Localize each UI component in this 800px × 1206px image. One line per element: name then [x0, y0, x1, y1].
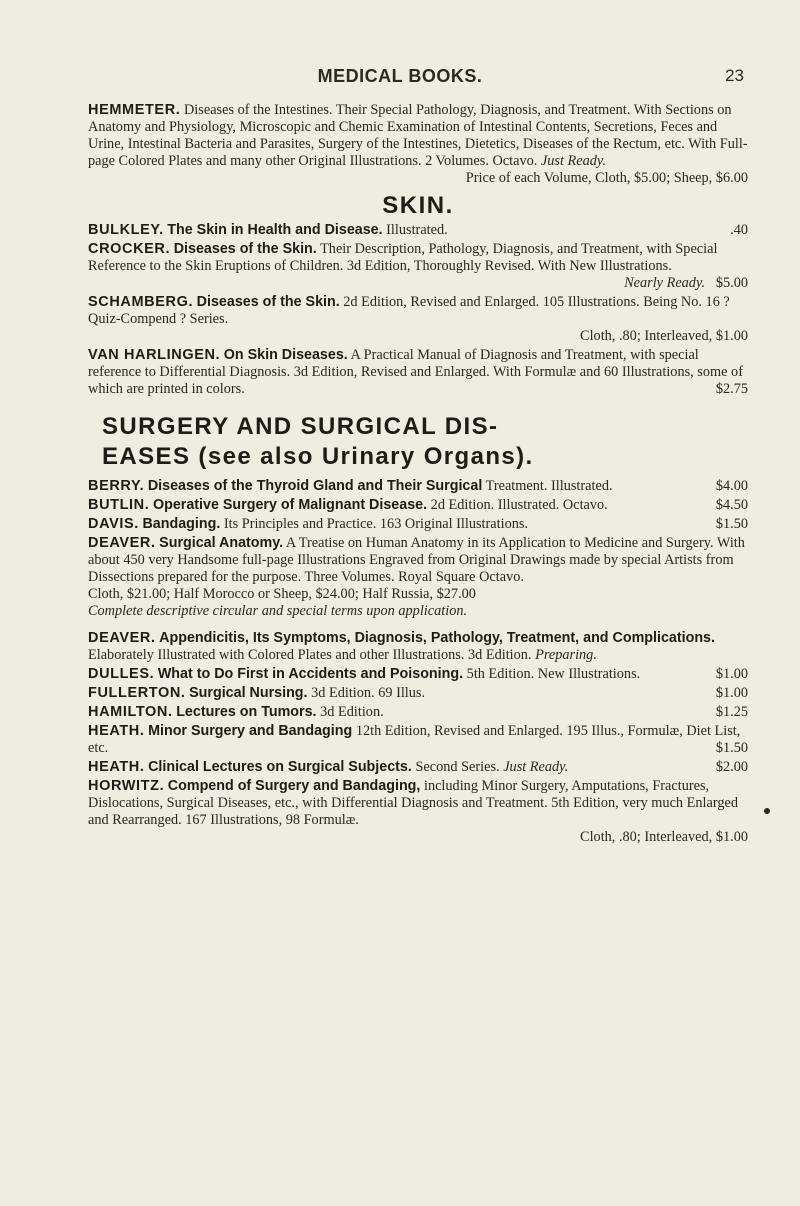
- entry-author: HEMMETER.: [88, 102, 181, 118]
- entry-hamilton: [88, 704, 748, 721]
- entry-description: Illustrated.: [386, 222, 448, 238]
- entry-author: DEAVER.: [88, 535, 156, 551]
- section-heading-skin: SKIN.: [382, 192, 454, 219]
- entry-davis: [88, 516, 748, 533]
- section-heading-line-1: SURGERY AND SURGICAL DIS-: [102, 413, 499, 440]
- entry-author: BERRY.: [88, 478, 145, 494]
- entry-title: Surgical Anatomy.: [159, 535, 284, 551]
- entry-title: On Skin Diseases.: [223, 347, 348, 363]
- entry-title: Clinical Lectures on Surgical Subjects.: [148, 759, 412, 775]
- entry-price: $2.75: [715, 381, 748, 397]
- entry-status: Preparing.: [535, 647, 597, 663]
- entry-author: FULLERTON.: [88, 685, 186, 701]
- entry-hemmeter: [88, 102, 748, 187]
- catalog-content: [88, 102, 748, 848]
- margin-ink-spot: [764, 808, 770, 814]
- entry-status: Just Ready.: [503, 759, 569, 775]
- entry-deaver-anatomy: [88, 535, 748, 620]
- entry-title: Diseases of the Skin.: [196, 294, 340, 310]
- entry-author: DAVIS.: [88, 516, 139, 532]
- entry-description: Treatment. Illustrated.: [485, 478, 613, 494]
- entry-status: Nearly Ready.: [624, 275, 706, 291]
- entry-heath-clinical: [88, 759, 748, 776]
- entry-price: $5.00: [715, 275, 748, 291]
- entry-status: Just Ready.: [540, 153, 607, 169]
- entry-description: 5th Edition. New Illustrations.: [466, 666, 641, 682]
- entry-berry: [88, 478, 748, 495]
- entry-price: $2.00: [715, 759, 748, 775]
- entry-van-harlingen: [88, 347, 748, 398]
- entry-note: Complete descriptive circular and special terms upon application.: [88, 603, 468, 619]
- entry-deaver-appendicitis: [88, 630, 748, 664]
- entry-description: 3d Edition. 69 Illus.: [311, 685, 426, 701]
- entry-description: Elaborately Illustrated with Colored Plates and other Illustrations. 3d Edition.: [88, 647, 532, 663]
- entry-description: 12th Edition, Revised and Enlarged. 195 Illus., Formulæ, Diet List, etc.: [88, 723, 741, 756]
- entry-description: including Minor Surgery, Amputations, Fractures, Dislocations, Surgical Diseases, etc., with Differential Diagnosis and Treatment. 5th Edition, very much Enlarged and Rearranged. 167 Illustrations, 98 Formulæ.: [88, 778, 738, 828]
- entry-butlin: [88, 497, 748, 514]
- entry-author: CROCKER.: [88, 241, 171, 257]
- entry-horwitz: [88, 778, 748, 846]
- entry-description: A Treatise on Human Anatomy in its Application to Medicine and Surgery. With about 450 very Handsome full-page Illustrations Engraved from Original Drawings made by special Artists from Dissections prepared for the purpose. Three Volumes. Royal Square Octavo.: [88, 535, 745, 585]
- running-title: MEDICAL BOOKS.: [317, 66, 483, 86]
- entry-schamberg: [88, 294, 748, 345]
- page-number: 23: [725, 66, 744, 85]
- entry-title: Diseases of the Intestines.: [183, 102, 333, 118]
- entry-title: What to Do First in Accidents and Poisoning.: [157, 666, 464, 682]
- entry-dulles: [88, 666, 748, 683]
- entry-price: Cloth, .80; Interleaved, $1.00: [580, 829, 748, 845]
- entry-price: $1.25: [715, 704, 748, 720]
- entry-title: Surgical Nursing.: [189, 685, 308, 701]
- entry-title: Operative Surgery of Malignant Disease.: [152, 497, 428, 513]
- entry-price: $1.50: [715, 516, 748, 532]
- entry-author: HORWITZ.: [88, 778, 165, 794]
- entry-title: Compend of Surgery and Bandaging,: [167, 778, 421, 794]
- entry-author: BULKLEY.: [88, 222, 164, 238]
- entry-price: $1.00: [715, 666, 748, 682]
- entry-price: .40: [730, 222, 748, 238]
- entry-title: Lectures on Tumors.: [176, 704, 317, 720]
- entry-description: A Practical Manual of Diagnosis and Treatment, with special reference to Differential Diagnosis. 3d Edition, Revised and Enlarged. With Formulæ and 60 Illustrations, some of which are printed in colors.: [88, 347, 743, 397]
- entry-description: Second Series.: [415, 759, 500, 775]
- entry-author: SCHAMBERG.: [88, 294, 194, 310]
- entry-author: HAMILTON.: [88, 704, 173, 720]
- entry-description: 2d Edition, Revised and Enlarged. 105 Illustrations. Being No. 16 ? Quiz-Compend ? Series.: [88, 294, 730, 327]
- entry-description: 3d Edition.: [320, 704, 384, 720]
- entry-price: $1.50: [715, 740, 748, 756]
- section-heading-surgery: [88, 412, 748, 472]
- entry-title: Diseases of the Thyroid Gland and Their Surgical: [147, 478, 483, 494]
- entry-author: VAN HARLINGEN.: [88, 347, 221, 363]
- entry-author: DEAVER.: [88, 630, 156, 646]
- entry-price: Cloth, $21.00; Half Morocco or Sheep, $24.00; Half Russia, $27.00: [88, 586, 476, 602]
- entry-description: Their Special Pathology, Diagnosis, and Treatment. With Sections on Anatomy and Physiology, Microscopic and Chemic Examination of Intestinal Contents, Secretions, Feces and Urine, Intestinal Bacteria and Parasites, Surgery of the Intestines, Dietetics, Diseases of the Rectum, etc. With Full-page Colored Plates and many other Original Illustrations. 2 Volumes. Octavo.: [88, 102, 748, 169]
- entry-description: 2d Edition. Illustrated. Octavo.: [430, 497, 608, 513]
- entry-description: Their Description, Pathology, Diagnosis, and Treatment, with Special Reference to the Skin Eruptions of Children. 3d Edition, Thoroughly Revised. With New Illustrations.: [88, 241, 718, 274]
- entry-title: Bandaging.: [142, 516, 221, 532]
- entry-author: HEATH.: [88, 723, 145, 739]
- entry-title: The Skin in Health and Disease.: [167, 222, 383, 238]
- entry-fullerton: [88, 685, 748, 702]
- entry-heath-minor: [88, 723, 748, 757]
- entry-price: $1.00: [715, 685, 748, 701]
- entry-author: BUTLIN.: [88, 497, 150, 513]
- entry-bulkley: [88, 222, 748, 239]
- entry-price: Cloth, .80; Interleaved, $1.00: [580, 328, 748, 344]
- section-heading-line-2: EASES (see also Urinary Organs).: [102, 443, 534, 470]
- entry-price: $4.50: [715, 497, 748, 513]
- entry-crocker: [88, 241, 748, 292]
- entry-price: $4.00: [715, 478, 748, 494]
- entry-title: Diseases of the Skin.: [173, 241, 317, 257]
- entry-author: HEATH.: [88, 759, 145, 775]
- entry-author: DULLES.: [88, 666, 155, 682]
- entry-description: Its Principles and Practice. 163 Original Illustrations.: [223, 516, 529, 532]
- entry-title: Minor Surgery and Bandaging: [148, 723, 353, 739]
- entry-price: Price of each Volume, Cloth, $5.00; Sheep, $6.00: [465, 170, 748, 186]
- entry-title: Appendicitis, Its Symptoms, Diagnosis, Pathology, Treatment, and Complications.: [159, 630, 715, 646]
- running-header: [0, 66, 800, 88]
